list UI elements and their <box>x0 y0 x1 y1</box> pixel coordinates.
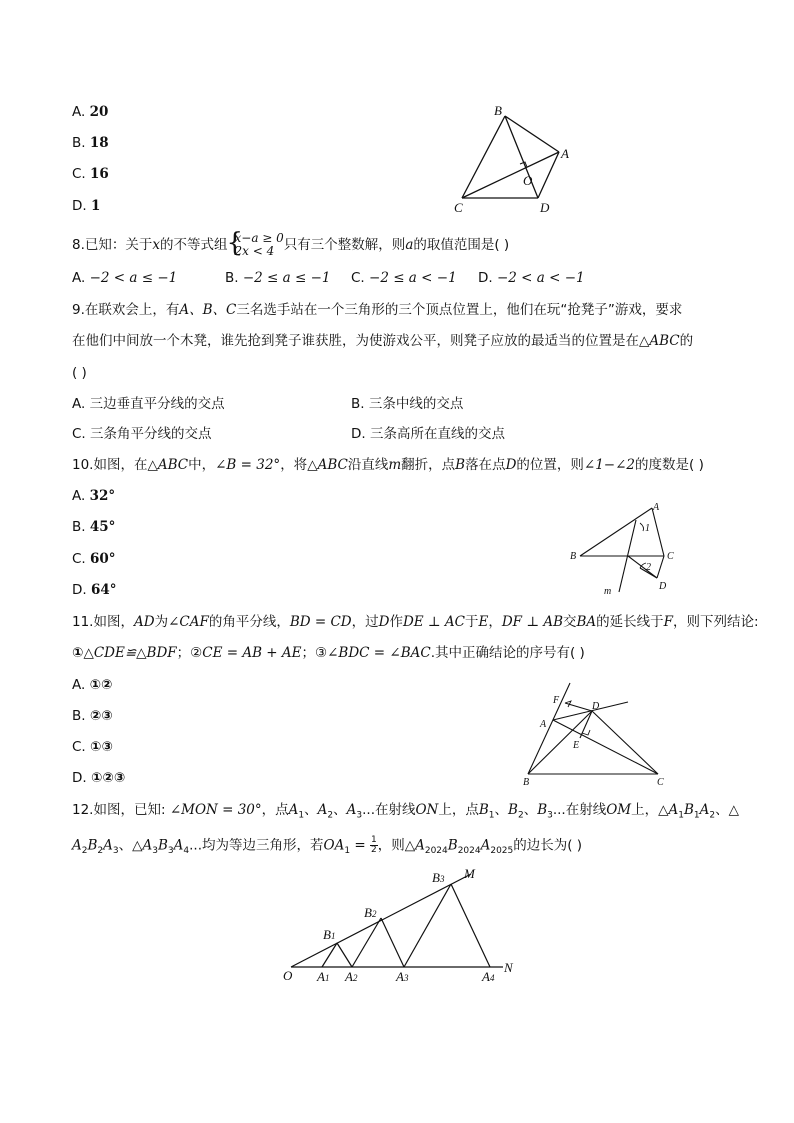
q8-option-c: C. −2 ≤ a < −1 <box>351 270 457 286</box>
q7-label-d: D <box>540 200 550 215</box>
q12-label-b1: B1 <box>323 927 336 942</box>
q10-stem: 10.如图，在△ABC中，∠B = 32°，将△ABC沿直线m翻折，点B落在点D的位置，则∠1−∠2的度数是( ) <box>72 457 704 473</box>
q7-label-a: A <box>561 146 569 161</box>
q12-label-a4: A4 <box>482 969 495 984</box>
q12-label-a2: A2 <box>345 969 358 984</box>
q12-label-a3: A3 <box>396 969 409 984</box>
q11-option-a: A. ①② <box>72 677 113 693</box>
q10-label-c: C <box>667 551 674 562</box>
q9-option-b: B. 三条中线的交点 <box>351 396 464 412</box>
q9-option-c: C. 三条角平分线的交点 <box>72 426 212 442</box>
q12-stem-line2: $A_2B_2A_3$、$\triangle A_3B_3A_4$...均为等边三角形，若$OA_1$ = $\frac{1}{2}$ ，则$\triangle A_{2024}B_{2024}A_{2025}$的边长为( ) <box>72 835 583 857</box>
q7-option-c: C. 16 <box>72 166 109 182</box>
q7-option-d: D. 1 <box>72 198 101 214</box>
q7-label-c: C <box>454 200 463 215</box>
q11-label-c: C <box>657 777 664 788</box>
q12-stem-line1: 12.如图，已知: ∠MON = 30°，点$A_1$、$A_2$、$A_3$...在射线ON上，点$B_1$、$B_2$、$B_3$...在射线OM上，$\triangle A_1B_1A_2$、△ <box>72 802 740 821</box>
q11-label-d: D <box>592 701 600 712</box>
q11-option-c: C. ①③ <box>72 739 113 755</box>
q8-option-d: D. −2 < a < −1 <box>478 270 585 286</box>
q9-option-d: D. 三条高所在直线的交点 <box>351 426 505 442</box>
q9-stem-line3: ( ) <box>72 365 87 381</box>
q11-label-e: E <box>573 740 580 751</box>
q8-option-b: B. −2 ≤ a ≤ −1 <box>225 270 331 286</box>
q10-option-a: A. 32° <box>72 488 116 504</box>
q12-label-m: M <box>464 866 475 881</box>
q10-option-c: C. 60° <box>72 551 116 567</box>
q11-stem-line1: 11.如图，AD为∠CAF的角平分线，BD = CD，过D作DE ⊥ AC于E，DF ⊥ AB交BA的延长线于F，则下列结论: <box>72 614 759 630</box>
fraction-one-half: $\frac{1}{2}$ <box>370 835 377 855</box>
q9-option-a: A. 三边垂直平分线的交点 <box>72 396 225 412</box>
q10-option-b: B. 45° <box>72 519 116 535</box>
q11-option-b: B. ②③ <box>72 708 113 724</box>
q12-label-o: O <box>283 968 293 983</box>
q8-stem: 8.已知：关于x的不等式组 { x−a ≥ 0 2x < 4 只有三个整数解，则a的取值范围是( ) <box>72 232 509 258</box>
q10-label-d: D <box>659 581 667 592</box>
q12-label-a1: A1 <box>317 969 330 984</box>
q12-label-b3: B3 <box>432 870 445 885</box>
q11-option-d: D. ①②③ <box>72 770 126 786</box>
q12-label-n: N <box>504 960 513 975</box>
q10-label-b: B <box>570 551 577 562</box>
q12-label-b2: B2 <box>364 905 377 920</box>
q11-label-b: B <box>523 777 530 788</box>
q9-stem-line1: 9.在联欢会上，有A、B、C三名选手站在一个三角形的三个顶点位置上，他们在玩“抢凳子”游戏，要求 <box>72 302 683 318</box>
q7-label-o: O <box>523 173 533 188</box>
q9-stem-line2: 在他们中间放一个木凳，谁先抢到凳子谁获胜，为使游戏公平，则凳子应放的最适当的位置是在△ABC的 <box>72 333 694 349</box>
q7-option-a: A. 20 <box>72 104 109 120</box>
q7-option-b: B. 18 <box>72 135 109 151</box>
q11-label-a: A <box>540 719 547 730</box>
q7-label-b: B <box>494 103 502 118</box>
q10-option-d: D. 64° <box>72 582 117 598</box>
q8-option-a: A. −2 < a ≤ −1 <box>72 270 178 286</box>
q11-stem-line2: ①△CDE≌△BDF；②CE = AB + AE；③∠BDC = ∠BAC.其中正确结论的序号有( ) <box>72 645 585 661</box>
q11-label-f: F <box>553 695 560 706</box>
q10-label-1: 1 <box>645 523 650 534</box>
q10-label-2: 2 <box>646 562 651 573</box>
q10-label-m: m <box>604 586 612 597</box>
q10-label-a: A <box>653 502 660 513</box>
inequality-system: { x−a ≥ 0 2x < 4 <box>228 232 284 258</box>
